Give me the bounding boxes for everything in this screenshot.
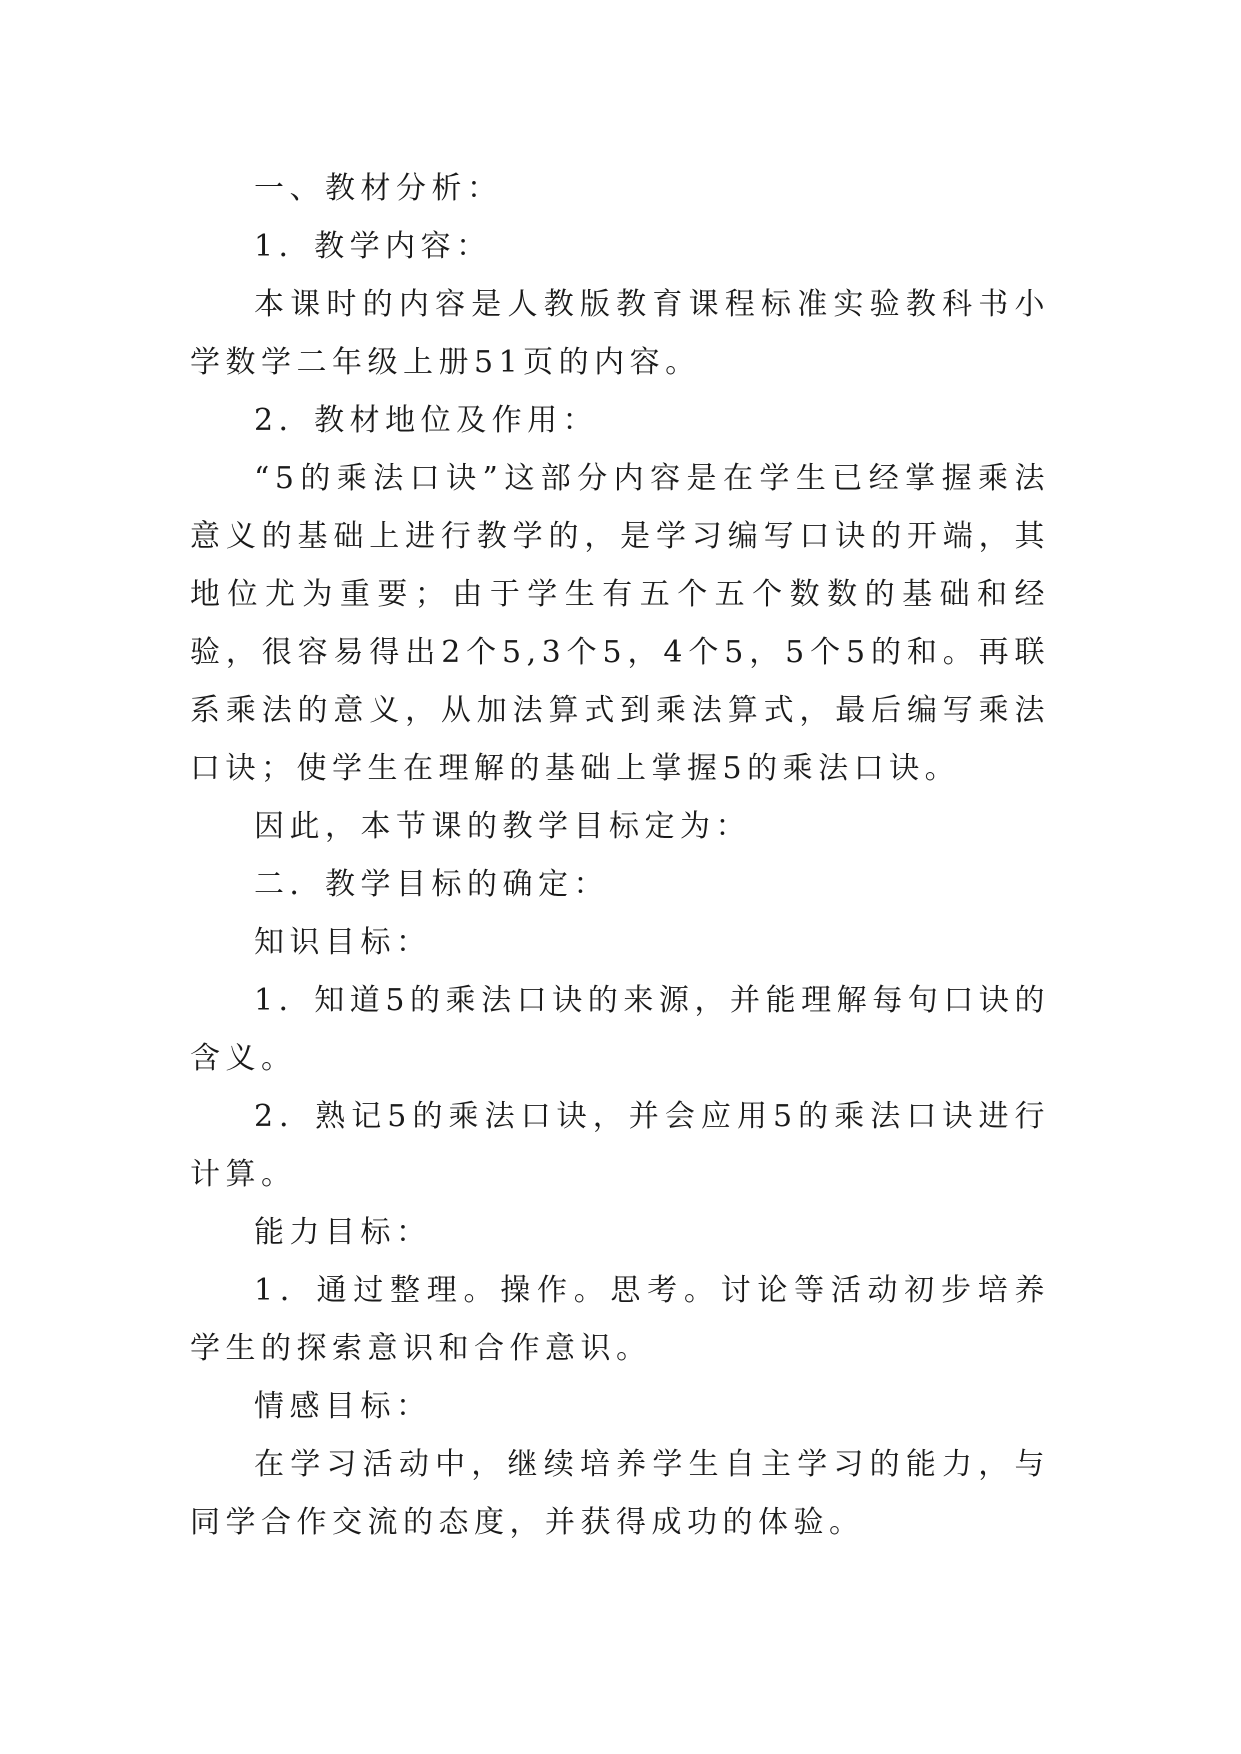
subheading-emotional-objectives: 情感目标：: [254, 1389, 432, 1424]
subheading-textbook-role: 2．教材地位及作用：: [254, 403, 599, 438]
knowledge-objective-1: 1．知道5的乘法口诀的来源，并能理解每句口诀的含义。: [190, 983, 1050, 1076]
paragraph-therefore: 因此，本节课的教学目标定为：: [254, 809, 751, 844]
emotional-objective: 在学习活动中，继续培养学生自主学习的能力，与同学合作交流的态度，并获得成功的体验。: [190, 1447, 1050, 1540]
subheading-ability-objectives: 能力目标：: [254, 1215, 432, 1250]
document-body: [190, 160, 1050, 1552]
paragraph-textbook-role: “5的乘法口诀”这部分内容是在学生已经掌握乘法意义的基础上进行教学的，是学习编写口诀的开端，其地位尤为重要；由于学生有五个五个数数的基础和经验，很容易得出2个5,3个5，4个5，5个5的和。再联系乘法的意义，从加法算式到乘法算式，最后编写乘法口诀；使学生在理解的基础上掌握5的乘法口诀。: [190, 461, 1050, 786]
paragraph-teaching-content: 本课时的内容是人教版教育课程标准实验教科书小学数学二年级上册51页的内容。: [190, 287, 1050, 380]
ability-objective-1: 1．通过整理。操作。思考。讨论等活动初步培养学生的探索意识和合作意识。: [190, 1273, 1050, 1366]
section-heading-textbook-analysis: 一、教材分析：: [254, 171, 503, 206]
section-heading-teaching-objectives: 二．教学目标的确定：: [254, 867, 609, 902]
subheading-teaching-content: 1．教学内容：: [254, 229, 492, 264]
subheading-knowledge-objectives: 知识目标：: [254, 925, 432, 960]
knowledge-objective-2: 2．熟记5的乘法口诀，并会应用5的乘法口诀进行计算。: [190, 1099, 1050, 1192]
